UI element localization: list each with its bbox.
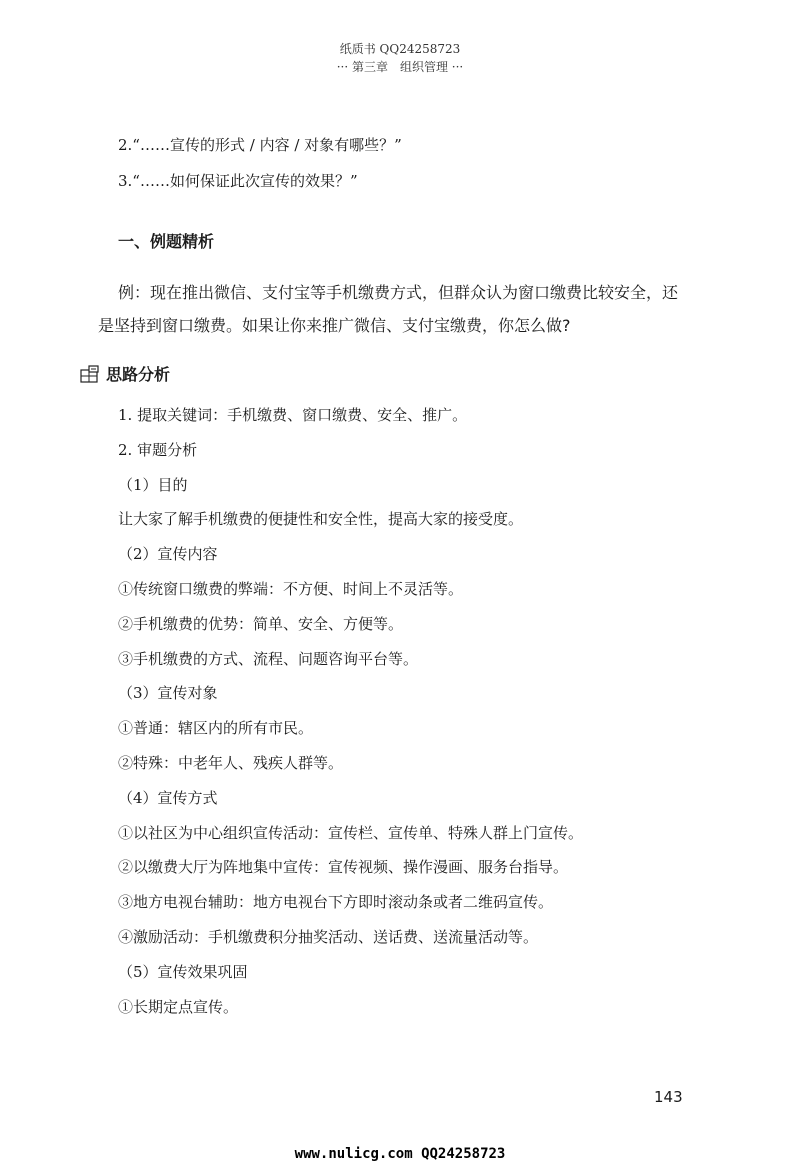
page-header [0, 40, 800, 76]
list-item: （1）目的 [118, 475, 188, 494]
list-item: ④激励活动：手机缴费积分抽奖活动、送话费、送流量活动等。 [118, 927, 539, 946]
list-item: ②以缴费大厅为阵地集中宣传：宣传视频、操作漫画、服务台指导。 [118, 858, 569, 877]
footer-watermark: www.nulicg.com QQ24258723 [294, 1146, 506, 1162]
example-line-2: 是坚持到窗口缴费。如果让你来推广微信、支付宝缴费，你怎么做? [98, 316, 571, 335]
list-item: ②特殊：中老年人、残疾人群等。 [118, 753, 344, 772]
list-item: ②手机缴费的优势：简单、安全、方便等。 [118, 614, 404, 633]
analysis-heading [80, 362, 170, 385]
list-item: ③地方电视台辅助：地方电视台下方即时滚动条或者二维码宣传。 [118, 893, 554, 912]
list-item: 2. 审题分析 [118, 440, 198, 459]
example-line-1: 例：现在推出微信、支付宝等手机缴费方式，但群众认为窗口缴费比较安全，还 [118, 283, 679, 302]
analysis-list [118, 398, 718, 1024]
notepad-icon [80, 365, 100, 383]
list-item: ①以社区为中心组织宣传活动：宣传栏、宣传单、特殊人群上门宣传。 [118, 823, 584, 842]
list-item: （5）宣传效果巩固 [118, 962, 248, 981]
list-item: （4）宣传方式 [118, 788, 218, 807]
list-item: 1. 提取关键词：手机缴费、窗口缴费、安全、推广。 [118, 406, 468, 424]
page-number: 143 [654, 1088, 683, 1106]
list-item: （3）宣传对象 [118, 684, 218, 703]
list-item: 让大家了解手机缴费的便捷性和安全性，提高大家的接受度。 [118, 510, 524, 529]
question-3: 3.“……如何保证此次宣传的效果？” [118, 172, 358, 190]
question-2: 2.“……宣传的形式 / 内容 / 对象有哪些？” [118, 136, 402, 154]
header-source: 纸质书 QQ24258723 [339, 42, 461, 56]
list-item: ①普通：辖区内的所有市民。 [118, 719, 314, 738]
analysis-title: 思路分析 [106, 365, 171, 384]
list-item: ①传统窗口缴费的弊端：不方便、时间上不灵活等。 [118, 579, 464, 598]
list-item: ③手机缴费的方式、流程、问题咨询平台等。 [118, 649, 419, 668]
header-chapter: ··· 第三章 组织管理 ··· [336, 60, 464, 74]
example-question [98, 276, 698, 342]
section-title: 一、例题精析 [118, 232, 215, 251]
list-item: （2）宣传内容 [118, 545, 218, 564]
list-item: ①长期定点宣传。 [118, 997, 239, 1016]
